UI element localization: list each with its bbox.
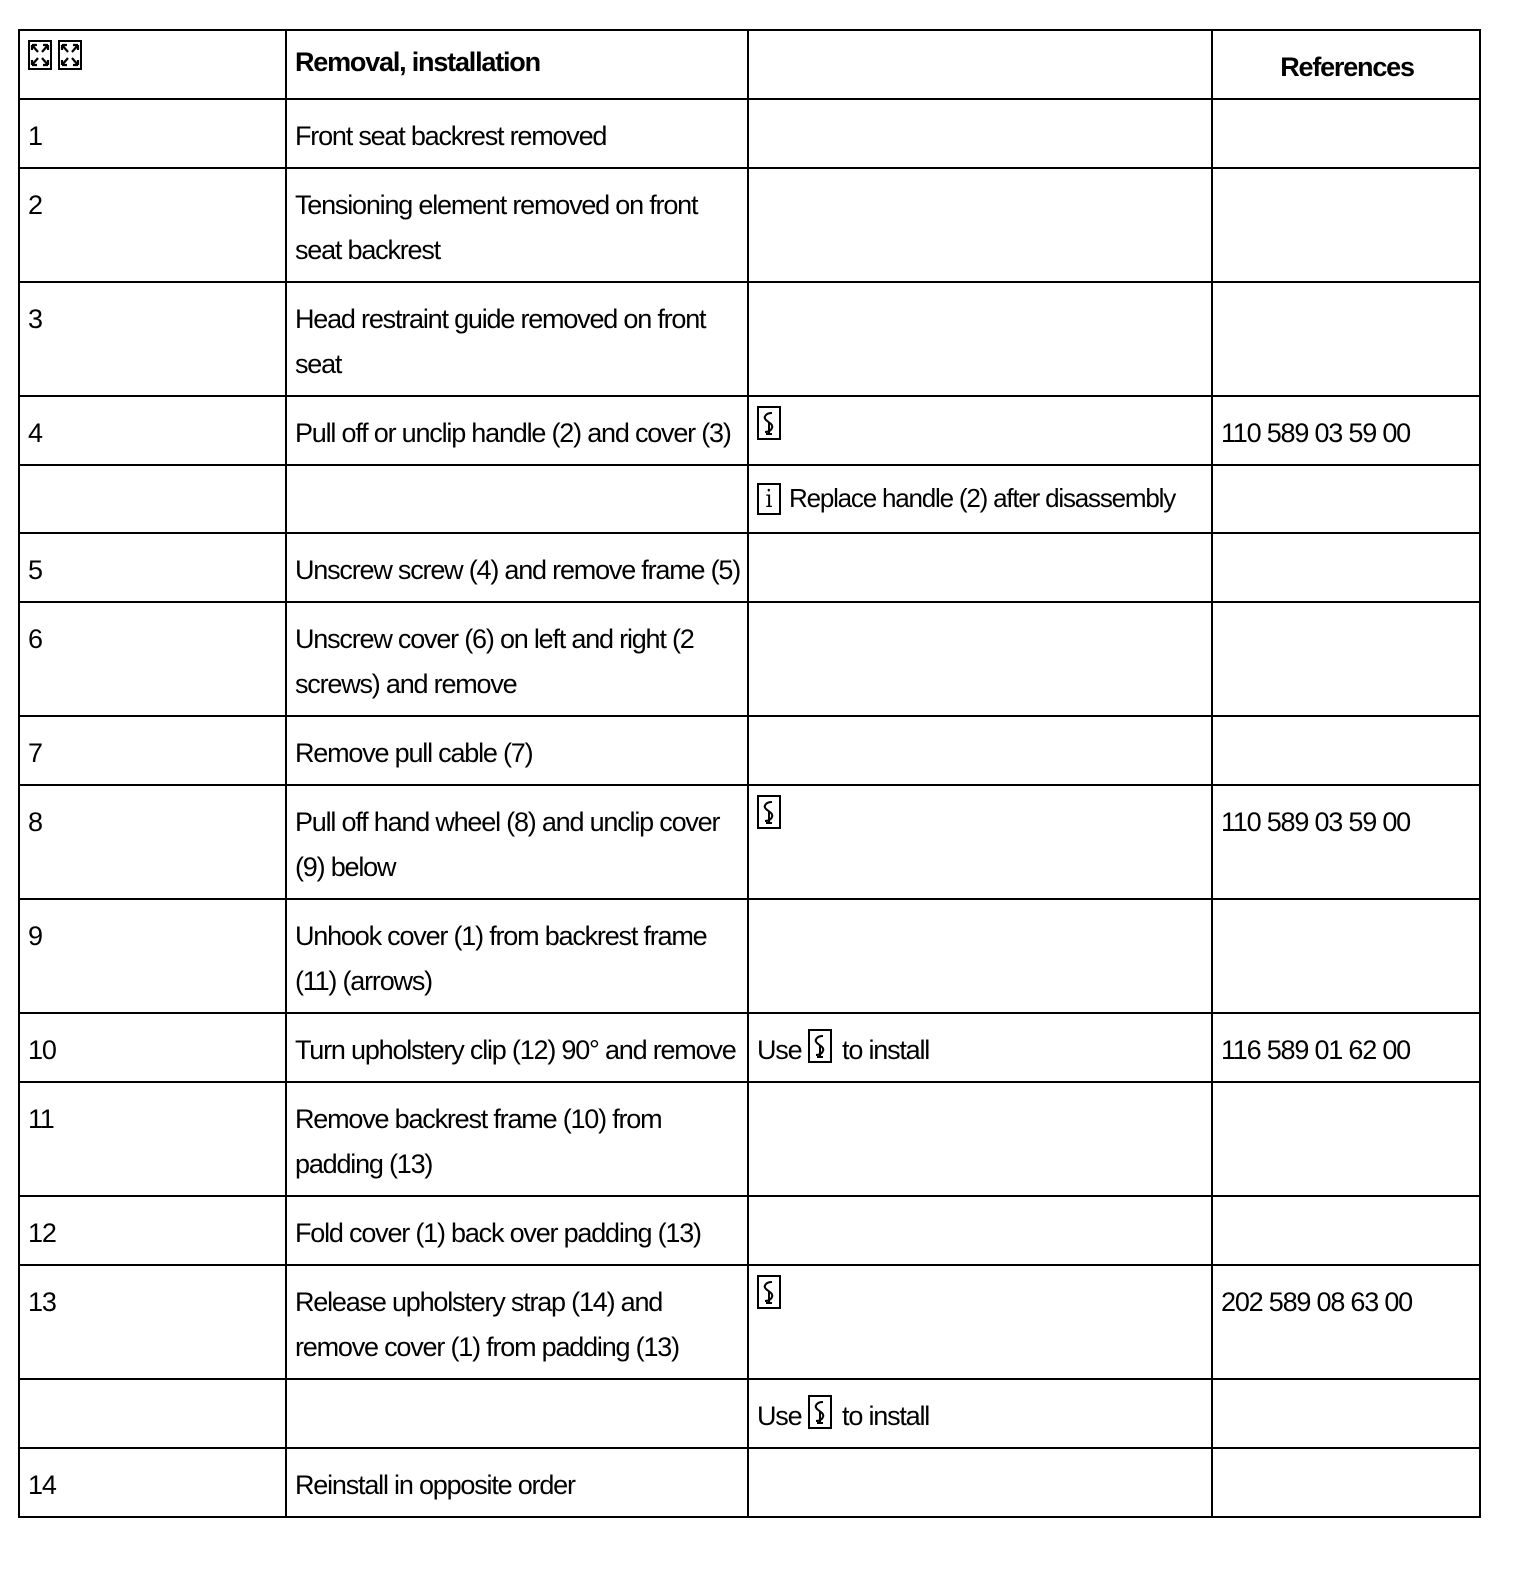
step-action: Unscrew screw (4) and remove frame (5) [286,533,748,602]
procedure-sheet [18,29,1479,1518]
step-reference [1212,168,1480,282]
expand-icon [58,40,82,70]
step-note [748,785,1212,899]
step-number [19,465,286,533]
step-number: 9 [19,899,286,1013]
header-empty [748,30,1212,99]
step-note [748,168,1212,282]
step-reference [1212,1082,1480,1196]
step-note [748,99,1212,168]
table-row [19,282,1480,396]
header-title: Removal, installation [286,30,748,99]
step-reference [1212,1196,1480,1265]
step-reference [1212,899,1480,1013]
note-prefix: Use [757,1035,802,1065]
table-row [19,716,1480,785]
special-tool-icon [808,1029,832,1063]
step-reference: 110 589 03 59 00 [1212,396,1480,465]
step-reference [1212,99,1480,168]
note-suffix: to install [842,1401,930,1431]
step-reference [1212,1379,1480,1448]
procedure-table [18,29,1481,1518]
step-action: Reinstall in opposite order [286,1448,748,1517]
step-reference: 110 589 03 59 00 [1212,785,1480,899]
step-reference [1212,282,1480,396]
table-row [19,1082,1480,1196]
step-number: 11 [19,1082,286,1196]
table-row [19,1379,1480,1448]
step-number: 13 [19,1265,286,1379]
step-action: Fold cover (1) back over padding (13) [286,1196,748,1265]
step-reference [1212,602,1480,716]
step-action: Unhook cover (1) from backrest frame (11) (arrows) [286,899,748,1013]
info-icon: i [757,483,781,515]
step-action: Unscrew cover (6) on left and right (2 screws) and remove [286,602,748,716]
step-action: Remove backrest frame (10) from padding (13) [286,1082,748,1196]
step-number: 4 [19,396,286,465]
step-reference [1212,1448,1480,1517]
special-tool-icon [808,1395,832,1429]
step-action: Remove pull cable (7) [286,716,748,785]
step-action [286,465,748,533]
step-note [748,1013,1212,1082]
step-note [748,1379,1212,1448]
table-row [19,1196,1480,1265]
step-number: 7 [19,716,286,785]
expand-icon [28,40,52,70]
step-note [748,1196,1212,1265]
step-number [19,1379,286,1448]
step-reference [1212,533,1480,602]
special-tool-icon [757,795,781,829]
header-references: References [1212,30,1480,99]
table-row [19,168,1480,282]
header-icons-cell [19,30,286,99]
step-reference: 116 589 01 62 00 [1212,1013,1480,1082]
table-row [19,1013,1480,1082]
table-header-row [19,30,1480,99]
step-action: Release upholstery strap (14) and remove cover (1) from padding (13) [286,1265,748,1379]
step-number: 1 [19,99,286,168]
step-number: 12 [19,1196,286,1265]
note-text: Replace handle (2) after disassembly [789,483,1176,513]
step-note [748,1082,1212,1196]
step-reference [1212,465,1480,533]
step-action: Tensioning element removed on front seat backrest [286,168,748,282]
step-reference: 202 589 08 63 00 [1212,1265,1480,1379]
step-number: 5 [19,533,286,602]
table-row [19,533,1480,602]
step-action: Pull off or unclip handle (2) and cover (3) [286,396,748,465]
step-number: 2 [19,168,286,282]
step-note [748,602,1212,716]
table-row [19,99,1480,168]
table-row [19,465,1480,533]
step-note [748,282,1212,396]
special-tool-icon [757,406,781,440]
step-number: 3 [19,282,286,396]
note-suffix: to install [842,1035,930,1065]
step-action: Head restraint guide removed on front seat [286,282,748,396]
table-row [19,396,1480,465]
table-row [19,1448,1480,1517]
step-number: 10 [19,1013,286,1082]
table-row [19,899,1480,1013]
step-number: 8 [19,785,286,899]
step-note [748,716,1212,785]
step-action [286,1379,748,1448]
step-number: 6 [19,602,286,716]
step-note [748,533,1212,602]
step-number: 14 [19,1448,286,1517]
step-reference [1212,716,1480,785]
step-action: Front seat backrest removed [286,99,748,168]
step-note [748,465,1212,533]
note-prefix: Use [757,1401,802,1431]
step-note [748,1265,1212,1379]
step-note [748,899,1212,1013]
table-row [19,1265,1480,1379]
step-action: Turn upholstery clip (12) 90° and remove [286,1013,748,1082]
step-note [748,1448,1212,1517]
step-note [748,396,1212,465]
step-action: Pull off hand wheel (8) and unclip cover (9) below [286,785,748,899]
table-row [19,602,1480,716]
table-row [19,785,1480,899]
special-tool-icon [757,1275,781,1309]
